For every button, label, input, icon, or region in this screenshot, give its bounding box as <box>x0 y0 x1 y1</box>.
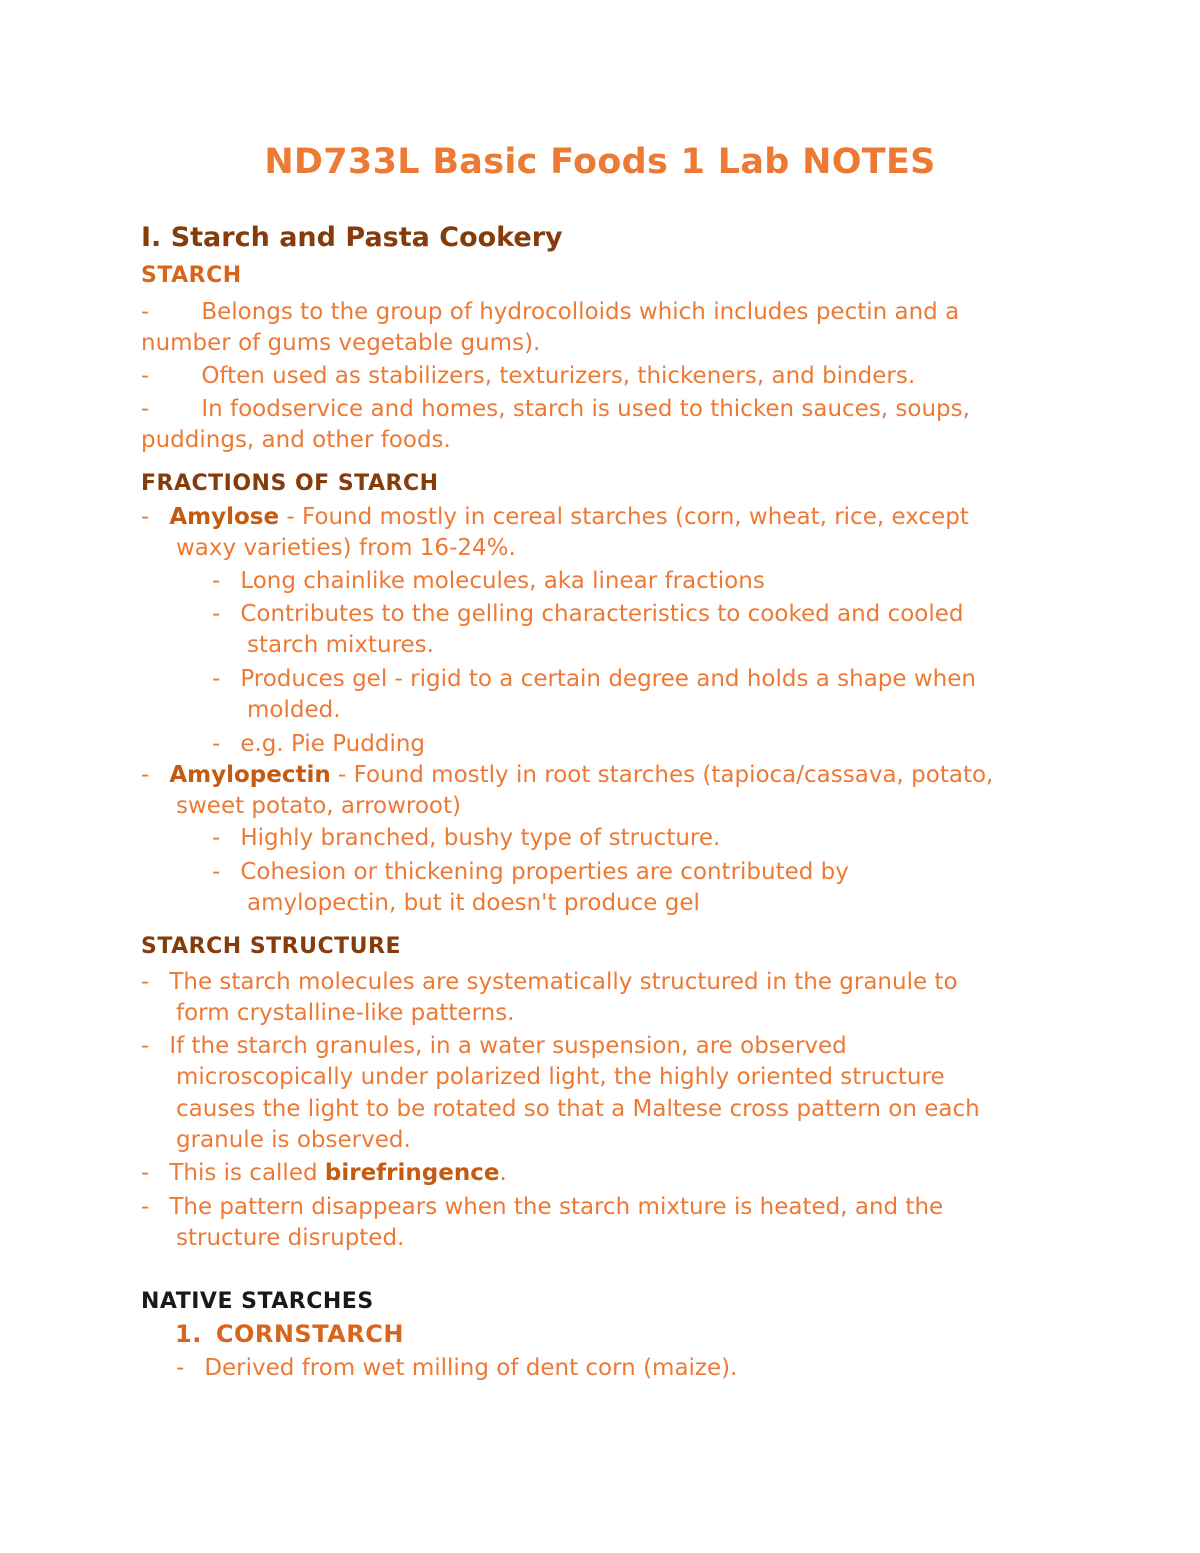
starch-bullet-3-cont: puddings, and other foods. <box>141 427 451 453</box>
structure-bullet-2-cont-1: microscopically under polarized light, the highly oriented structure <box>176 1064 945 1090</box>
amylopectin-sub-2 <box>212 857 849 888</box>
bullet-dash: - <box>141 1033 150 1059</box>
structure-bullet-2-cont-2: causes the light to be rotated so that a Maltese cross pattern on each <box>176 1096 980 1122</box>
amylose-bullet <box>141 502 969 533</box>
starch-bullet-1-cont: number of gums vegetable gums). <box>141 330 541 356</box>
bullet-dash: - <box>141 1194 150 1220</box>
structure-bullet-4-cont: structure disrupted. <box>176 1225 405 1251</box>
bullet-text: The starch molecules are systematically structured in the granule to <box>169 969 958 995</box>
structure-bullet-1 <box>141 967 958 998</box>
bullet-dash: - <box>141 363 150 389</box>
structure-bullet-3 <box>141 1158 507 1189</box>
bullet-dash: - <box>212 601 221 627</box>
bullet-dash: - <box>212 859 221 885</box>
bullet-text: Derived from wet milling of dent corn (maize). <box>204 1355 738 1381</box>
bullet-text: Long chainlike molecules, aka linear fractions <box>240 568 765 594</box>
bullet-text: In foodservice and homes, starch is used to thicken sauces, soups, <box>201 396 970 422</box>
amylopectin-bullet-cont: sweet potato, arrowroot) <box>176 793 461 819</box>
amylopectin-bullet <box>141 760 993 791</box>
bullet-text: The pattern disappears when the starch mixture is heated, and the <box>169 1194 944 1220</box>
starch-heading: STARCH <box>141 263 242 288</box>
cornstarch-heading <box>175 1320 404 1348</box>
bullet-dash: - <box>141 762 150 788</box>
list-number: 1. <box>175 1320 202 1348</box>
bullet-dash: - <box>141 299 150 325</box>
bullet-dash: - <box>212 825 221 851</box>
amylose-sub-1 <box>212 566 765 597</box>
amylose-bullet-cont: waxy varieties) from 16-24%. <box>176 535 516 561</box>
bullet-text: Belongs to the group of hydrocolloids which includes pectin and a <box>201 299 960 325</box>
structure-bullet-2-cont-3: granule is observed. <box>176 1127 411 1153</box>
bullet-dash: - <box>141 1160 150 1186</box>
amylopectin-sub-2-cont: amylopectin, but it doesn't produce gel <box>247 890 700 916</box>
bullet-text: Often used as stabilizers, texturizers, thickeners, and binders. <box>201 363 916 389</box>
amylopectin-term: Amylopectin <box>169 762 331 788</box>
bullet-dash: - <box>141 396 150 422</box>
amylose-text: - Found mostly in cereal starches (corn, wheat, rice, except <box>279 504 969 530</box>
structure-bullet-1-cont: form crystalline-like patterns. <box>176 1000 515 1026</box>
amylose-sub-2-cont: starch mixtures. <box>247 632 434 658</box>
bullet-dash: - <box>212 568 221 594</box>
bullet-text: If the starch granules, in a water suspension, are observed <box>169 1033 847 1059</box>
cornstarch-title: CORNSTARCH <box>215 1320 404 1348</box>
bullet-text: Contributes to the gelling characteristics to cooked and cooled <box>240 601 964 627</box>
starch-bullet-1 <box>141 297 959 328</box>
fractions-heading: FRACTIONS OF STARCH <box>141 471 439 496</box>
amylose-sub-2 <box>212 599 964 630</box>
structure-bullet-2 <box>141 1031 847 1062</box>
amylose-sub-3 <box>212 664 976 695</box>
amylopectin-text: - Found mostly in root starches (tapioca/cassava, potato, <box>330 762 994 788</box>
amylose-sub-3-cont: molded. <box>247 697 341 723</box>
bullet-text: Produces gel - rigid to a certain degree and holds a shape when <box>240 666 976 692</box>
bullet-text: Highly branched, bushy type of structure. <box>240 825 721 851</box>
starch-bullet-3 <box>141 394 970 425</box>
amylose-term: Amylose <box>169 504 280 530</box>
amylopectin-sub-1 <box>212 823 720 854</box>
bullet-text: Cohesion or thickening properties are contributed by <box>240 859 849 885</box>
structure-heading: STARCH STRUCTURE <box>141 934 401 959</box>
structure-bullet-4 <box>141 1192 943 1223</box>
starch-bullet-2 <box>141 361 915 392</box>
bullet-text-end: . <box>499 1160 507 1186</box>
native-starches-heading: NATIVE STARCHES <box>141 1289 374 1314</box>
bullet-text: e.g. Pie Pudding <box>240 731 426 757</box>
bullet-dash: - <box>212 731 221 757</box>
document-title: ND733L Basic Foods 1 Lab NOTES <box>264 142 936 182</box>
cornstarch-bullet <box>176 1353 737 1384</box>
amylose-sub-4 <box>212 729 425 760</box>
bullet-dash: - <box>176 1355 185 1381</box>
bullet-dash: - <box>212 666 221 692</box>
birefringence-term: birefringence <box>324 1160 500 1186</box>
section-heading: I. Starch and Pasta Cookery <box>141 222 563 253</box>
bullet-dash: - <box>141 504 150 530</box>
bullet-dash: - <box>141 969 150 995</box>
bullet-text: This is called <box>169 1160 325 1186</box>
